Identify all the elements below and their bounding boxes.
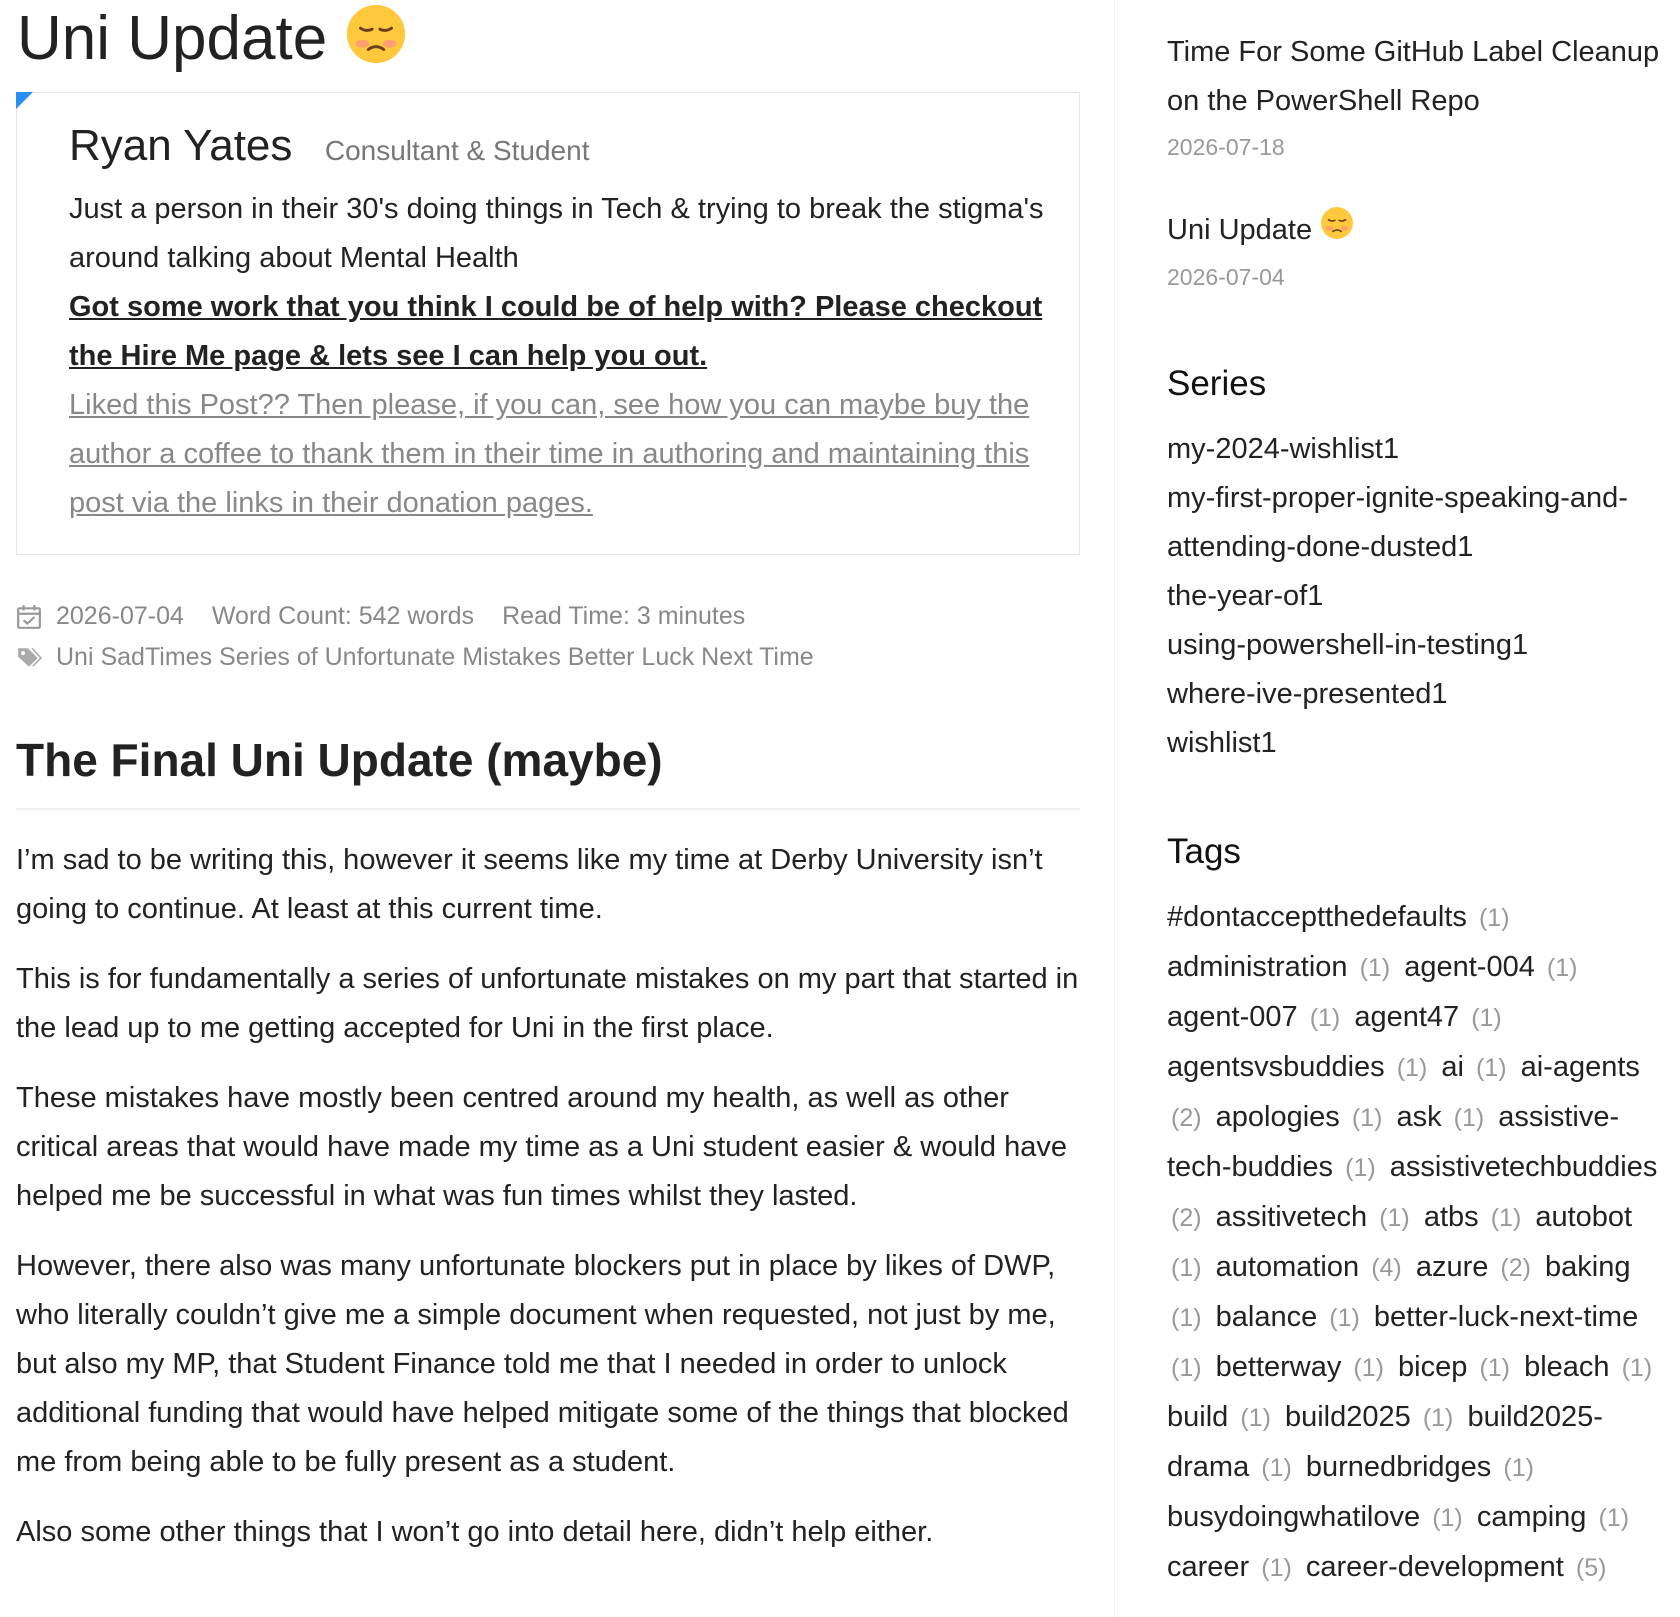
tag-count: (1) (1478, 904, 1510, 932)
tag-count: (1) (1546, 954, 1578, 982)
tag-count: (1) (1598, 1504, 1630, 1532)
tag-count: (1) (1309, 1004, 1341, 1032)
author-body (69, 185, 1059, 528)
tags-heading: Tags (1167, 832, 1241, 871)
tag-link[interactable]: automation (1215, 1251, 1360, 1283)
tag-link[interactable]: camping (1476, 1501, 1587, 1533)
tag-count: (1) (1490, 1204, 1522, 1232)
post-date: 2026-07-04 (56, 602, 184, 630)
tag-link[interactable]: azure (1415, 1251, 1489, 1283)
recent-post-title-text: Uni Update (1167, 214, 1313, 246)
recent-post (1167, 206, 1667, 291)
sidebar (1114, 0, 1680, 1617)
tag-count: (1) (1396, 1054, 1428, 1082)
tag-link[interactable]: agent47 (1354, 1001, 1460, 1033)
tag-link[interactable]: bicep (1398, 1351, 1468, 1383)
tag-link[interactable]: agent-004 (1404, 951, 1535, 983)
tag-link[interactable]: agentsvsbuddies (1167, 1051, 1385, 1083)
tag-count: (1) (1240, 1404, 1271, 1432)
tag-count: (1) (1432, 1504, 1463, 1532)
tag-link[interactable]: bleach (1524, 1351, 1610, 1383)
author-role: Consultant & Student (324, 135, 590, 166)
recent-post (1167, 28, 1667, 161)
recent-post-date: 2026-07-04 (1167, 264, 1285, 291)
tag-link[interactable]: burnedbridges (1305, 1451, 1492, 1483)
calendar-check-icon (16, 604, 42, 630)
tag-count: (1) (1353, 1354, 1384, 1382)
tag-link[interactable]: atbs (1423, 1201, 1479, 1233)
tag-count: (1) (1453, 1104, 1485, 1132)
tag-link[interactable]: assitivetech (1215, 1201, 1368, 1233)
post-heading: The Final Uni Update (maybe) (16, 728, 1080, 810)
series-heading: Series (1167, 364, 1267, 403)
post-meta (16, 602, 745, 631)
author-box (16, 92, 1080, 555)
post-categories-link[interactable]: Uni SadTimes Series of Unfortunate Mistakes Better Luck Next Time (56, 643, 814, 671)
tag-link[interactable]: ai (1441, 1051, 1464, 1083)
author-header (69, 121, 589, 171)
post-body (16, 836, 1082, 1578)
series-item[interactable]: using-powershell-in-testing1 (1167, 629, 1529, 661)
tag-link[interactable]: agent-007 (1167, 1001, 1298, 1033)
tag-link[interactable]: baking (1545, 1251, 1631, 1283)
post-paragraph: This is for fundamentally a series of unfortunate mistakes on my part that started in the lead up to me getting accepted for Uni in the first place. (16, 963, 1079, 1044)
series-item[interactable]: wishlist1 (1167, 727, 1277, 759)
tag-link[interactable]: betterway (1215, 1351, 1342, 1383)
tag-link[interactable]: assistivetechbuddies (1389, 1151, 1658, 1183)
tag-count: (5) (1575, 1554, 1607, 1582)
recent-post-date: 2026-07-18 (1167, 134, 1285, 160)
hire-me-link[interactable]: Got some work that you think I could be of help with? Please checkout the Hire Me page & lets see I can help you out. (69, 291, 1043, 372)
tag-link[interactable]: autobot (1535, 1201, 1633, 1233)
author-name: Ryan Yates (69, 121, 293, 170)
donation-link[interactable]: Liked this Post?? Then please, if you can, see how you can maybe buy the author a coffee to thank them in their time in authoring and maintaining this post via the links in their donation pages. (69, 389, 1030, 519)
tag-link[interactable]: build2025-drama (1167, 1401, 1603, 1483)
tag-count: (2) (1500, 1254, 1531, 1282)
pensive-face-icon (1320, 206, 1354, 256)
tags-icon (16, 645, 42, 671)
author-bio: Just a person in their 30's doing things in Tech & trying to break the stigma's around talking about Mental Health (69, 193, 1044, 274)
tag-link[interactable]: build2025 (1284, 1401, 1411, 1433)
tag-link[interactable]: #dontacceptthedefaults (1167, 901, 1467, 933)
series-item[interactable]: where-ive-presented1 (1167, 678, 1448, 710)
series-item[interactable]: my-2024-wishlist1 (1167, 433, 1400, 465)
tag-link[interactable]: career (1167, 1551, 1250, 1583)
tag-count: (1) (1261, 1554, 1292, 1582)
page-title (17, 2, 407, 82)
word-count: Word Count: 542 words (211, 602, 475, 630)
tag-count: (1) (1171, 1304, 1202, 1332)
post-paragraph: However, there also was many unfortunate blockers put in place by likes of DWP, who literally couldn’t give me a simple document when requested, not just by me, but also my MP, that Student Finance told me that I needed in order to unlock additional funding that would have helped mitigate some of the things that blocked me from being able to be fully present as a student. (16, 1250, 1069, 1478)
tag-link[interactable]: administration (1167, 951, 1348, 983)
tag-link[interactable]: assistive-tech-buddies (1167, 1101, 1620, 1183)
tag-count: (1) (1475, 1054, 1507, 1082)
tag-count: (4) (1371, 1254, 1402, 1282)
post-categories (16, 643, 814, 672)
tag-count: (1) (1171, 1354, 1202, 1382)
pensive-face-icon (345, 3, 407, 82)
tag-count: (2) (1171, 1104, 1202, 1132)
series-list (1167, 425, 1667, 768)
tag-link[interactable]: better-luck-next-time (1373, 1301, 1639, 1333)
recent-post-title[interactable] (1167, 206, 1667, 256)
post-paragraph: These mistakes have mostly been centred around my health, as well as other critical areas that would have made my time as a Uni student easier & would have helped me be successful in what was fun times whilst they lasted. (16, 1082, 1067, 1212)
tag-count: (1) (1471, 1004, 1502, 1032)
series-item[interactable]: the-year-of1 (1167, 580, 1324, 612)
series-item[interactable]: my-first-proper-ignite-speaking-and-attending-done-dusted1 (1167, 482, 1628, 563)
post-paragraph: Also some other things that I won’t go into detail here, didn’t help either. (16, 1516, 934, 1548)
tag-link[interactable]: ai-agents (1520, 1051, 1640, 1083)
post-paragraph: I’m sad to be writing this, however it seems like my time at Derby University isn’t going to continue. At least at this current time. (16, 844, 1043, 925)
tag-count: (1) (1503, 1454, 1534, 1482)
tag-link[interactable]: career-development (1305, 1551, 1564, 1583)
tag-count: (1) (1351, 1104, 1383, 1132)
tag-count: (1) (1345, 1154, 1376, 1182)
tag-link[interactable]: apologies (1215, 1101, 1340, 1133)
tag-count: (1) (1422, 1404, 1454, 1432)
tag-link[interactable]: ask (1396, 1101, 1442, 1133)
tag-count: (1) (1379, 1204, 1410, 1232)
recent-post-title[interactable]: Time For Some GitHub Label Cleanup on the PowerShell Repo (1167, 36, 1660, 117)
page-title-text: Uni Update (17, 4, 328, 73)
tag-link[interactable]: balance (1215, 1301, 1318, 1333)
author-box-corner (16, 92, 33, 109)
tag-count: (1) (1329, 1304, 1360, 1332)
tag-count: (2) (1171, 1204, 1202, 1232)
tag-count: (1) (1479, 1354, 1510, 1382)
tag-count: (1) (1359, 954, 1391, 982)
tag-link[interactable]: busydoingwhatilove (1167, 1501, 1421, 1533)
tag-count: (1) (1171, 1254, 1202, 1282)
tag-count: (1) (1261, 1454, 1292, 1482)
tag-link[interactable]: build (1167, 1401, 1229, 1433)
tag-cloud (1167, 893, 1667, 1593)
read-time: Read Time: 3 minutes (502, 602, 746, 630)
tag-count: (1) (1621, 1354, 1653, 1382)
